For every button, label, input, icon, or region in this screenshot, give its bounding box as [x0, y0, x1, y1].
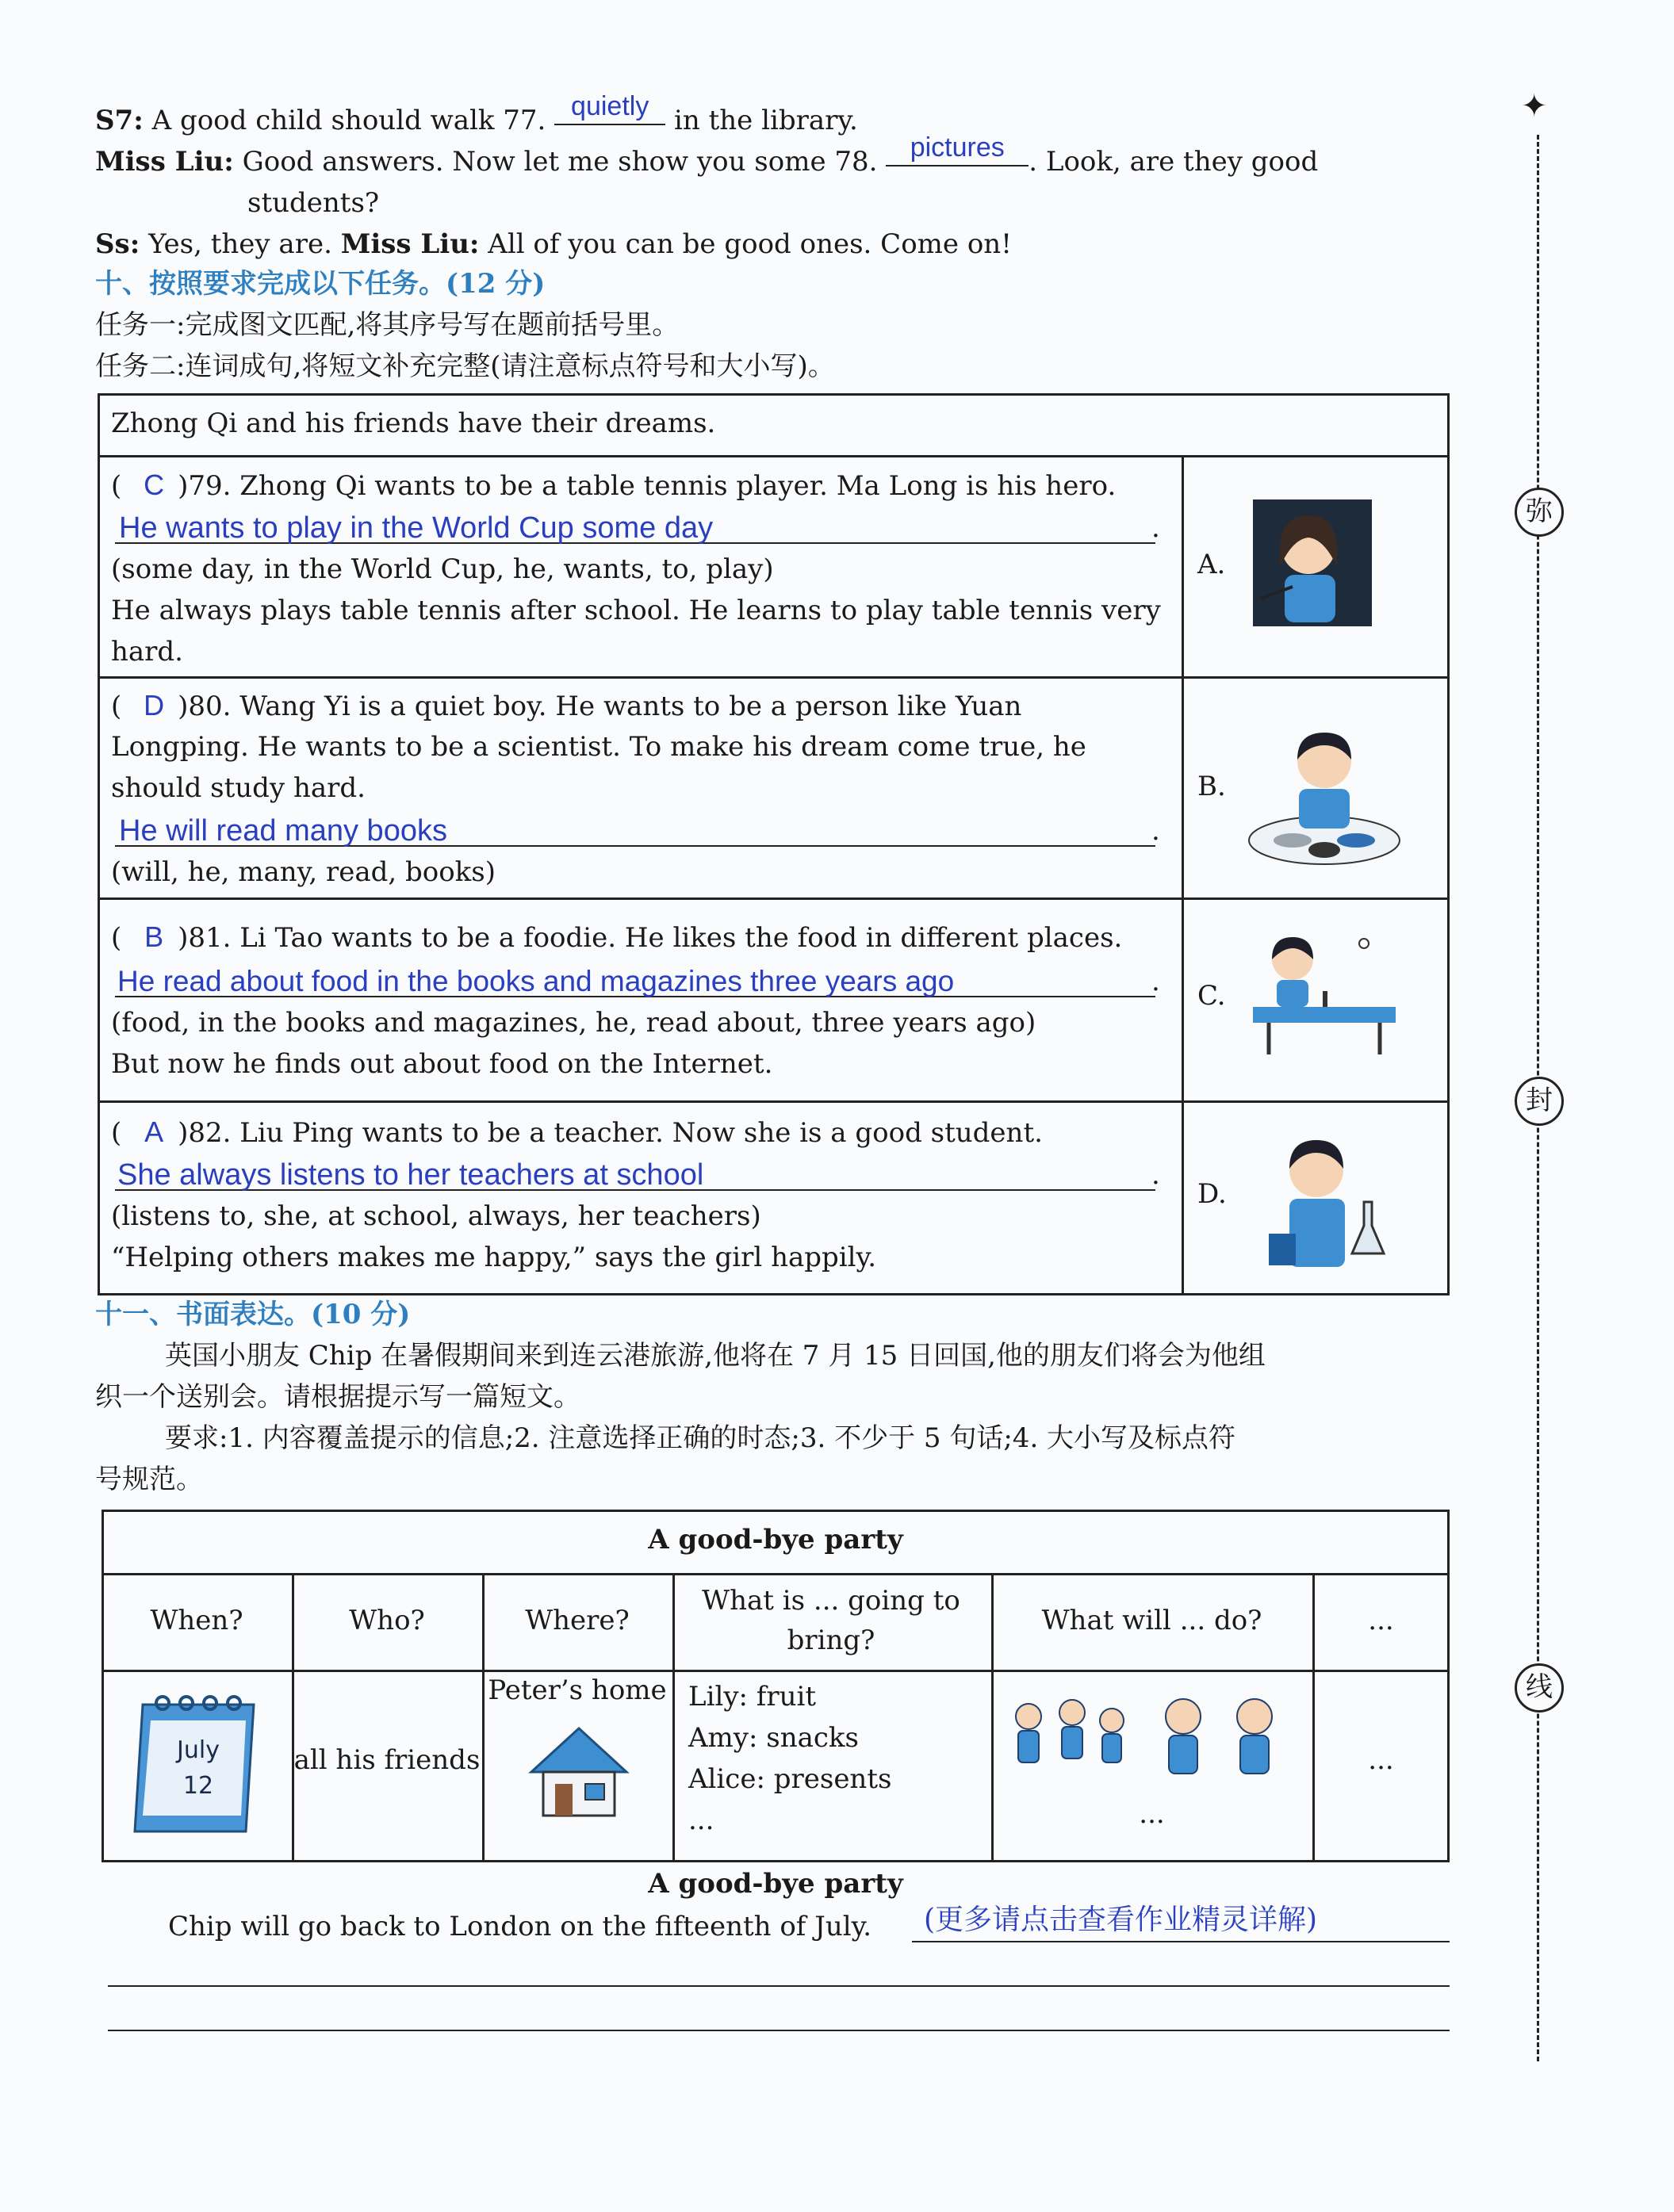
- header-where: Where?: [525, 1605, 630, 1636]
- section11-p1a: 英国小朋友 Chip 在暑假期间来到连云港旅游,他将在 7 月 15 日回国,他的朋友们将会为他组: [165, 1340, 1266, 1372]
- answer-78: pictures: [886, 130, 1029, 166]
- bring-alice: Alice: presents: [688, 1763, 892, 1795]
- calendar-icon: [127, 1689, 262, 1839]
- section11-title: 十一、书面表达。(10 分): [95, 1299, 411, 1330]
- hint-82: (listens to, she, at school, always, her teachers): [111, 1200, 761, 1232]
- section11-p2b: 号规范。: [95, 1464, 203, 1495]
- essay-start: Chip will go back to London on the fifteenth of July.: [168, 1911, 872, 1942]
- item-79-after2: hard.: [111, 636, 183, 668]
- hint-81: (food, in the books and magazines, he, read about, three years ago): [111, 1007, 1036, 1039]
- calendar-month: July: [177, 1736, 220, 1764]
- essay-title: A good-bye party: [648, 1868, 903, 1900]
- item-81: ( B )81. Li Tao wants to be a foodie. He likes the food in different places.: [111, 920, 1123, 954]
- kids-playing-picture: [1001, 1685, 1302, 1804]
- bring-lily: Lily: fruit: [688, 1681, 817, 1713]
- option-a-label: A.: [1197, 549, 1226, 580]
- answer-80-sentence: He will read many books: [119, 814, 447, 848]
- item-79: ( C )79. Zhong Qi wants to be a table tennis player. Ma Long is his hero.: [111, 469, 1117, 502]
- scientist-picture: [1245, 1123, 1404, 1281]
- match-intro: Zhong Qi and his friends have their dreams.: [111, 408, 716, 439]
- more-value: ...: [1368, 1744, 1394, 1776]
- side-label-mi: 弥: [1515, 488, 1564, 537]
- boy-eating-picture: [1245, 714, 1404, 872]
- header-who: Who?: [349, 1605, 425, 1636]
- task2-text: 任务二:连词成句,将短文补充完整(请注意标点符号和大小写)。: [95, 350, 835, 382]
- answer-82-letter: A: [144, 1116, 164, 1148]
- hint-79: (some day, in the World Cup, he, wants, to, play): [111, 553, 774, 585]
- answer-82-sentence: She always listens to her teachers at school: [117, 1158, 704, 1192]
- info-table-title: A good-bye party: [648, 1524, 903, 1556]
- option-b-label: B.: [1197, 771, 1226, 802]
- item-82: ( A )82. Liu Ping wants to be a teacher. Now she is a good student.: [111, 1116, 1043, 1149]
- do-more: ...: [1139, 1798, 1165, 1830]
- item-80: ( D )80. Wang Yi is a quiet boy. He wants to be a person like Yuan: [111, 689, 1022, 722]
- star-icon: ✦: [1521, 88, 1548, 124]
- option-c-label: C.: [1197, 980, 1226, 1012]
- answer-79-sentence: He wants to play in the World Cup some day: [119, 511, 714, 545]
- answer-81-sentence: He read about food in the books and magazines three years ago: [117, 965, 955, 997]
- header-do: What will ... do?: [1041, 1605, 1262, 1636]
- section11-p1b: 织一个送别会。请根据提示写一篇短文。: [95, 1381, 580, 1413]
- task1-text: 任务一:完成图文匹配,将其序号写在题前括号里。: [95, 309, 680, 341]
- answer-77: quietly: [554, 89, 665, 125]
- dialogue-miss-liu-cont: students?: [247, 187, 380, 219]
- calendar-day: 12: [182, 1772, 214, 1800]
- teacher-picture: [1245, 492, 1388, 634]
- table-tennis-picture: [1245, 928, 1404, 1062]
- dialogue-s7: S7: A good child should walk 77. quietly in the library.: [95, 103, 858, 140]
- where-value: Peter’s home: [488, 1674, 667, 1706]
- answer-79-letter: C: [144, 469, 165, 501]
- item-82-after1: “Helping others makes me happy,” says the girl happily.: [111, 1242, 877, 1273]
- item-79-after1: He always plays table tennis after school. He learns to play table tennis very: [111, 595, 1161, 626]
- essay-note: (更多请点击查看作业精灵详解): [924, 1904, 1318, 1936]
- answer-80-letter: D: [144, 689, 165, 721]
- option-d-label: D.: [1197, 1178, 1227, 1210]
- header-bring: What is ... going to bring?: [702, 1585, 960, 1656]
- section10-title: 十、按照要求完成以下任务。(12 分): [95, 268, 546, 300]
- dialogue-miss-liu: Miss Liu: Good answers. Now let me show you some 78. pictures . Look, are they good: [95, 144, 1318, 181]
- house-icon: [523, 1720, 634, 1824]
- item-80-line3: should study hard.: [111, 772, 366, 804]
- bring-amy: Amy: snacks: [688, 1722, 859, 1754]
- side-label-xian: 线: [1515, 1663, 1564, 1713]
- dialogue-ss: Ss: Yes, they are. Miss Liu: All of you can be good ones. Come on!: [95, 228, 1012, 260]
- essay-line-2: [108, 1985, 1450, 1987]
- item-81-after1: But now he finds out about food on the Internet.: [111, 1048, 773, 1080]
- hint-80: (will, he, many, read, books): [111, 856, 496, 888]
- side-label-feng: 封: [1515, 1077, 1564, 1126]
- item-80-line2: Longping. He wants to be a scientist. To make his dream come true, he: [111, 731, 1086, 763]
- who-value: all his friends: [293, 1744, 481, 1776]
- essay-line-3: [108, 2030, 1450, 2031]
- section11-p2a: 要求:1. 内容覆盖提示的信息;2. 注意选择正确的时态;3. 不少于 5 句话;4. 大小写及标点符: [165, 1422, 1236, 1454]
- header-when: When?: [150, 1605, 243, 1636]
- bring-more: ...: [688, 1804, 714, 1836]
- answer-81-letter: B: [144, 920, 164, 953]
- essay-line-1: [912, 1941, 1450, 1942]
- header-more: ...: [1368, 1605, 1394, 1636]
